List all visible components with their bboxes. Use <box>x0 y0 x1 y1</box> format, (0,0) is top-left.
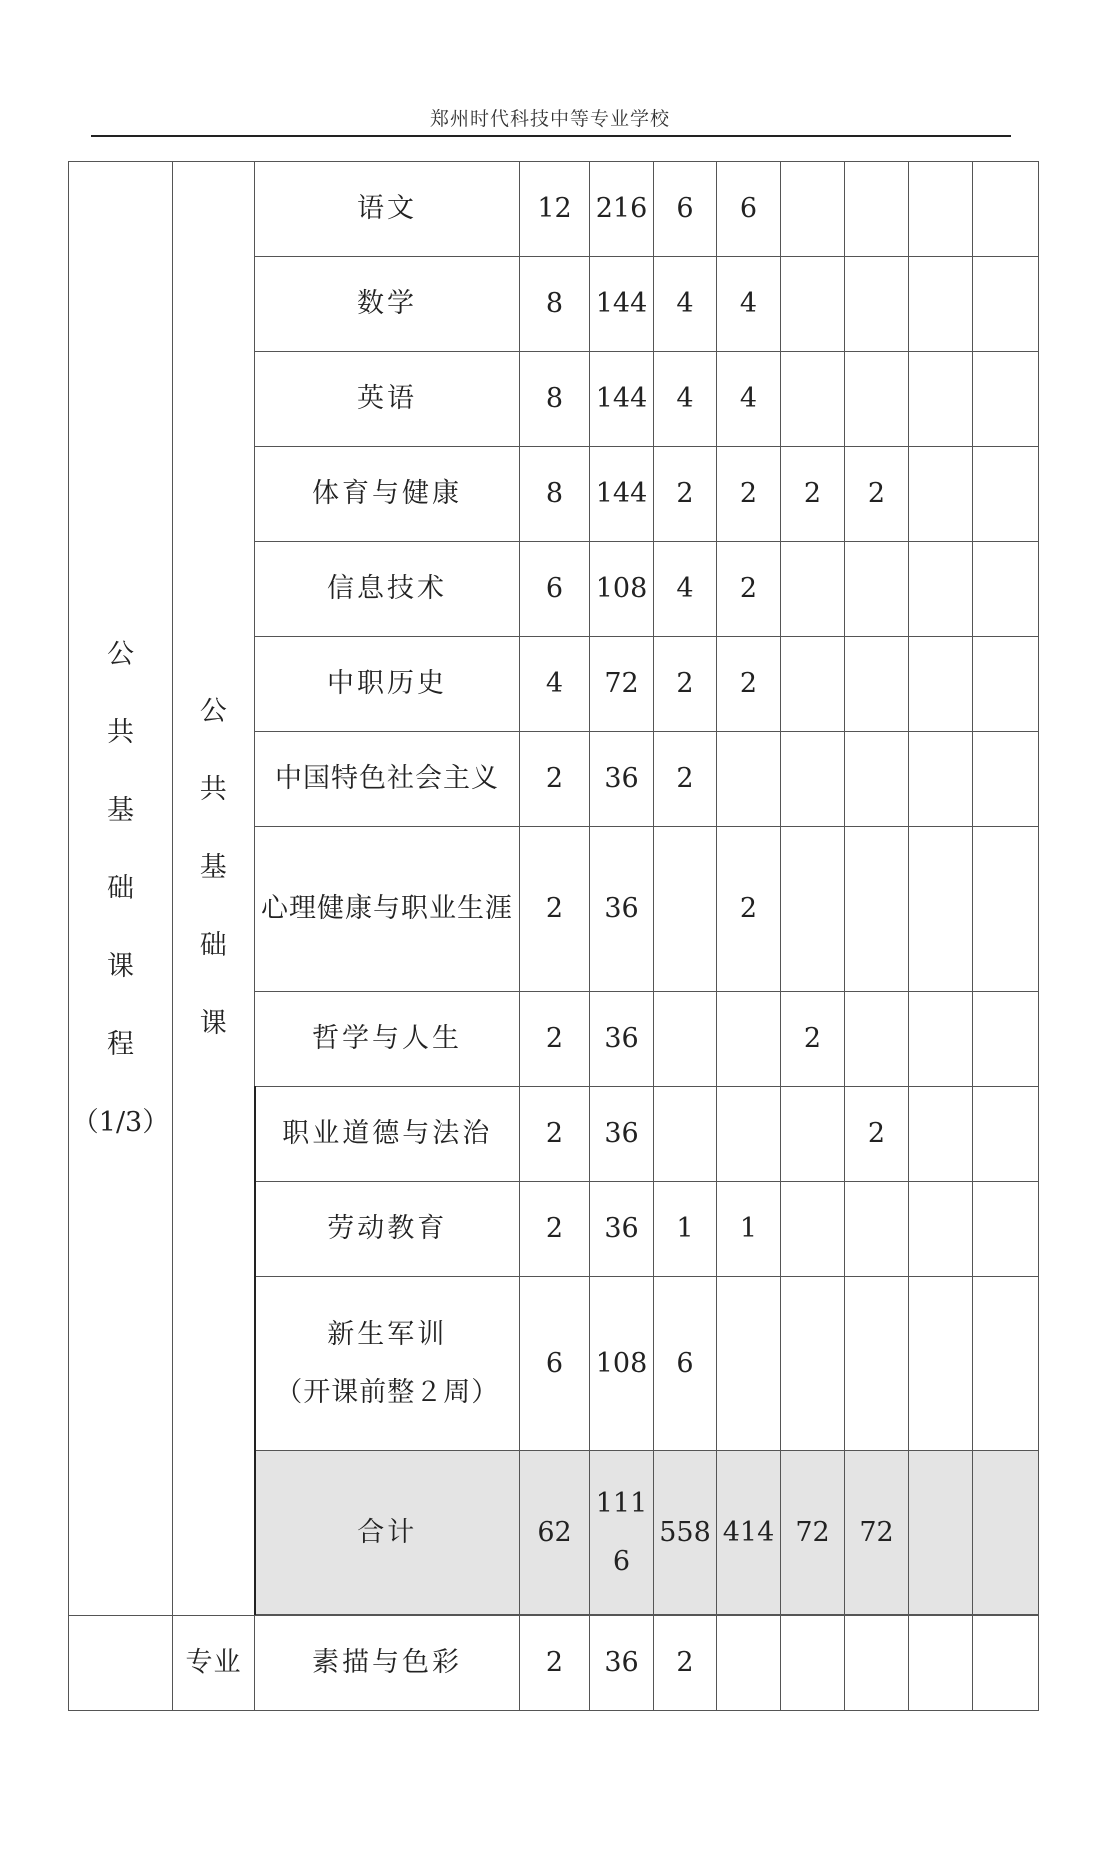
semester-2-cell <box>717 1277 781 1451</box>
semester-3-cell: 2 <box>781 992 845 1087</box>
hours-cell: 36 <box>590 732 654 827</box>
course-name: 英语 <box>255 352 520 447</box>
semester-5-cell <box>909 1087 973 1182</box>
semester-6-cell <box>973 992 1039 1087</box>
semester-5-cell <box>909 447 973 542</box>
hours-cell: 108 <box>590 1277 654 1451</box>
semester-2-cell <box>717 732 781 827</box>
course-name: 素描与色彩 <box>255 1616 520 1711</box>
semester-6-cell <box>973 1182 1039 1277</box>
total-semester-5 <box>909 1451 973 1615</box>
hours-cell: 36 <box>590 1087 654 1182</box>
credits-cell: 6 <box>520 542 590 637</box>
semester-4-cell <box>845 542 909 637</box>
total-semester-4: 72 <box>845 1451 909 1615</box>
course-name: 心理健康与职业生涯 <box>255 827 520 992</box>
semester-1-cell: 4 <box>654 542 717 637</box>
hours-cell: 36 <box>590 827 654 992</box>
semester-3-cell <box>781 827 845 992</box>
semester-1-cell: 4 <box>654 257 717 352</box>
table-row <box>69 162 1039 257</box>
semester-2-cell: 4 <box>717 352 781 447</box>
credits-cell: 8 <box>520 447 590 542</box>
credits-cell: 8 <box>520 257 590 352</box>
course-plan-table <box>68 161 1039 1711</box>
credits-cell: 6 <box>520 1277 590 1451</box>
course-name: 中国特色社会主义 <box>255 732 520 827</box>
hours-cell: 36 <box>590 992 654 1087</box>
semester-1-cell: 2 <box>654 637 717 732</box>
semester-6-cell <box>973 1616 1039 1711</box>
semester-2-cell: 2 <box>717 447 781 542</box>
semester-6-cell <box>973 827 1039 992</box>
semester-3-cell <box>781 1087 845 1182</box>
semester-3-cell <box>781 1277 845 1451</box>
semester-5-cell <box>909 542 973 637</box>
semester-2-cell: 2 <box>717 827 781 992</box>
hours-cell: 72 <box>590 637 654 732</box>
subcategory-cell: 专业 <box>173 1616 255 1711</box>
hours-cell: 108 <box>590 542 654 637</box>
semester-1-cell: 6 <box>654 162 717 257</box>
semester-5-cell <box>909 1616 973 1711</box>
semester-6-cell <box>973 447 1039 542</box>
semester-3-cell <box>781 1182 845 1277</box>
semester-1-cell <box>654 1087 717 1182</box>
semester-4-cell <box>845 637 909 732</box>
semester-2-cell: 1 <box>717 1182 781 1277</box>
semester-2-cell: 4 <box>717 257 781 352</box>
credits-cell: 2 <box>520 827 590 992</box>
total-hours: 111 6 <box>590 1451 654 1615</box>
credits-cell: 2 <box>520 992 590 1087</box>
semester-5-cell <box>909 732 973 827</box>
semester-3-cell <box>781 732 845 827</box>
course-name: 职业道德与法治 <box>255 1087 520 1182</box>
hours-cell: 144 <box>590 447 654 542</box>
semester-3-cell: 2 <box>781 447 845 542</box>
hours-cell: 144 <box>590 352 654 447</box>
semester-4-cell <box>845 257 909 352</box>
course-name: 体育与健康 <box>255 447 520 542</box>
semester-3-cell <box>781 1616 845 1711</box>
semester-4-cell: 2 <box>845 1087 909 1182</box>
semester-6-cell <box>973 1277 1039 1451</box>
category-cell: 公 共 基 础 课 程 （1/3） <box>69 162 173 1616</box>
semester-3-cell <box>781 542 845 637</box>
semester-5-cell <box>909 352 973 447</box>
semester-6-cell <box>973 1087 1039 1182</box>
course-name-line-2: （开课前整２周） <box>275 1376 500 1408</box>
semester-5-cell <box>909 1277 973 1451</box>
header-divider <box>91 135 1011 137</box>
credits-cell: 2 <box>520 732 590 827</box>
semester-2-cell <box>717 1087 781 1182</box>
credits-cell: 2 <box>520 1182 590 1277</box>
category-cell-empty <box>69 1616 173 1711</box>
semester-5-cell <box>909 827 973 992</box>
semester-5-cell <box>909 992 973 1087</box>
semester-4-cell <box>845 992 909 1087</box>
credits-cell: 4 <box>520 637 590 732</box>
semester-5-cell <box>909 162 973 257</box>
course-name: 数学 <box>255 257 520 352</box>
course-name: 哲学与人生 <box>255 992 520 1087</box>
semester-6-cell <box>973 257 1039 352</box>
semester-1-cell: 2 <box>654 1616 717 1711</box>
semester-4-cell <box>845 1616 909 1711</box>
semester-6-cell <box>973 732 1039 827</box>
course-name: 语文 <box>255 162 520 257</box>
semester-1-cell: 2 <box>654 732 717 827</box>
semester-1-cell <box>654 827 717 992</box>
credits-cell: 8 <box>520 352 590 447</box>
semester-1-cell: 6 <box>654 1277 717 1451</box>
semester-4-cell: 2 <box>845 447 909 542</box>
semester-2-cell <box>717 992 781 1087</box>
credits-cell: 12 <box>520 162 590 257</box>
semester-2-cell: 2 <box>717 542 781 637</box>
semester-3-cell <box>781 352 845 447</box>
course-name: 中职历史 <box>255 637 520 732</box>
semester-2-cell: 6 <box>717 162 781 257</box>
course-name: 劳动教育 <box>255 1182 520 1277</box>
hours-cell: 36 <box>590 1616 654 1711</box>
semester-4-cell <box>845 827 909 992</box>
hours-cell: 36 <box>590 1182 654 1277</box>
credits-cell: 2 <box>520 1087 590 1182</box>
total-semester-2: 414 <box>717 1451 781 1615</box>
semester-2-cell <box>717 1616 781 1711</box>
semester-1-cell: 4 <box>654 352 717 447</box>
subcategory-cell: 公 共 基 础 课 <box>173 162 255 1616</box>
semester-3-cell <box>781 637 845 732</box>
course-name <box>255 1277 520 1451</box>
semester-4-cell <box>845 352 909 447</box>
hours-cell: 144 <box>590 257 654 352</box>
semester-4-cell <box>845 162 909 257</box>
semester-6-cell <box>973 542 1039 637</box>
semester-5-cell <box>909 257 973 352</box>
course-name-line-1: 新生军训 <box>327 1319 448 1351</box>
semester-4-cell <box>845 1277 909 1451</box>
semester-6-cell <box>973 162 1039 257</box>
total-semester-6 <box>973 1451 1039 1615</box>
total-semester-1: 558 <box>654 1451 717 1615</box>
semester-1-cell: 2 <box>654 447 717 542</box>
total-semester-3: 72 <box>781 1451 845 1615</box>
semester-6-cell <box>973 637 1039 732</box>
semester-6-cell <box>973 352 1039 447</box>
hours-cell: 216 <box>590 162 654 257</box>
credits-cell: 2 <box>520 1616 590 1711</box>
semester-5-cell <box>909 1182 973 1277</box>
semester-3-cell <box>781 162 845 257</box>
semester-1-cell: 1 <box>654 1182 717 1277</box>
semester-4-cell <box>845 732 909 827</box>
semester-1-cell <box>654 992 717 1087</box>
table-row <box>69 1616 1039 1711</box>
school-header: 郑州时代科技中等专业学校 <box>429 108 670 130</box>
semester-2-cell: 2 <box>717 637 781 732</box>
total-label: 合计 <box>255 1451 520 1615</box>
semester-5-cell <box>909 637 973 732</box>
course-name: 信息技术 <box>255 542 520 637</box>
semester-3-cell <box>781 257 845 352</box>
semester-4-cell <box>845 1182 909 1277</box>
total-credits: 62 <box>520 1451 590 1615</box>
